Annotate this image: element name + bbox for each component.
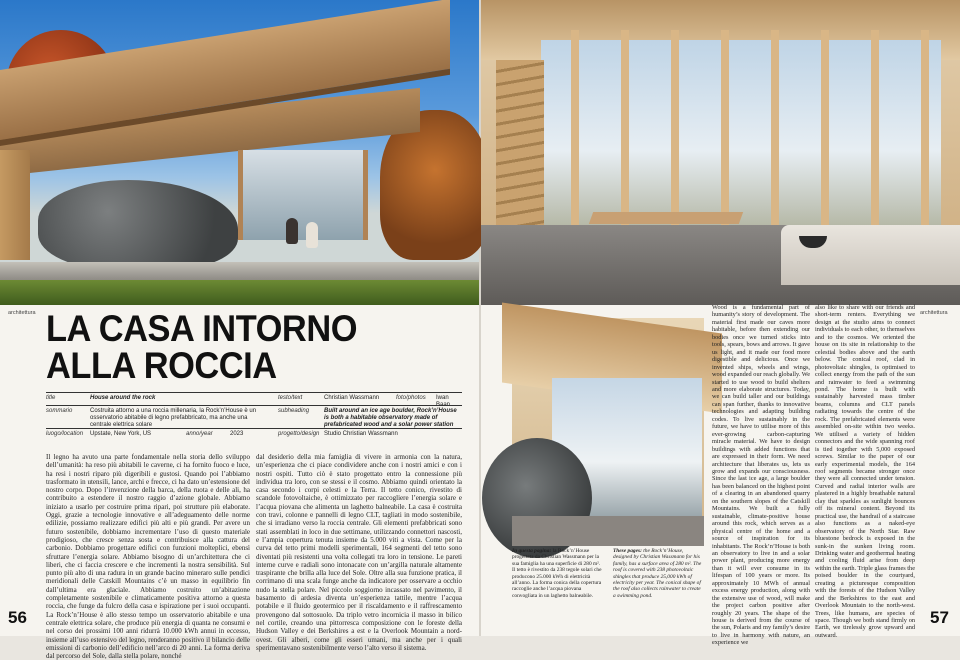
meta-value: Built around an ice age boulder, Rock’n’House is both a habitable observatory made of prefabricated wood and a solar power station bbox=[324, 408, 457, 429]
body-column-it-2: dal desiderio della mia famiglia di vivere in armonia con la natura, un’esperienza che ci piace condividere anche con i nostri amici e con i nostri ospiti. Tutto ciò è stato progettato entro la connessione più individua tra loro, con se stessi e il cosmo. Abbiamo quindi orientato la casa secondo i corpi celesti e la Terra. Il tetto conico, rivestito di scandole fotovoltaiche, è ottimizzato per raccogliere l’energia solare e l’acqua piovana che alimenta un laghetto balneabile. La casa è costruita con travi, colonne e pannelli di legno CLT, tagliati in modo sostenibile, che si irradiano verso la roccia centrale. Gli elementi prefabbricati sono stati assemblati in loco in due settimane, utilizzando connettori nascosti, e l’ampia copertura tenuta insieme da 5.000 viti a vista. Come per la curva del tetto primi modelli sperimentali, 164 segmenti del tetto sono diventati più resistenti una volta collegati tra loro in tensione. Le pareti interne curve e radiali sono intonacate con un’argilla naturale altamente traspirante che brilla alla luce del Sole. Oltre alla sua funzione pratica, il corrimano di una scala funge anche da indicatore per osservare a occhio nudo la stella polare. Nel piccolo soggiorno incassato nel pavimento, il basamento di ardesia diventa un’esperienza tattile, mentre l’acqua potabile e il fluido geotermico per il riscaldamento e il raffrescamento provengono dal sottosuolo. Da triplo vetro incornicia il masso in bilico nel cortile, creando una pittorresca composizione con le foreste della Hudson Valley e dei Berkshires a est e la Overlook Mountain a nord-ovest. Gli alberi, come gli esseri umani, ma anche per i quali sperimentavano sostenibilmente verso l’alto verso il sistema. bbox=[256, 453, 462, 652]
meta-label: foto/photos bbox=[396, 395, 426, 401]
wood-wall bbox=[0, 150, 30, 260]
inset-photo bbox=[512, 318, 704, 546]
caption-text: the Rock’n’House, designed by Christian Wassmann for his family, has a surface area of 280 m². The roof is covered with 238 photovoltaic shingles that produce 25,000 kWh of electricity per year. The conical shape of the roof also collects rainwater to create a swimming pond. bbox=[613, 548, 702, 599]
section-tag-left: architettura bbox=[8, 310, 36, 316]
meta-value: 2023 bbox=[230, 431, 244, 437]
window-mullion bbox=[571, 30, 579, 230]
body-column-en-2: also like to share with our friends and short-term renters. Everything we design at the studio aims to connect individuals to each other, to themselves and to the cosmos. We oriented the house on its site in relationship to the celestial bodies above and the earth below. The conical roof, clad in photovoltaic shingles, is optimised to collect energy from the path of the sun and rainwater to feed a swimming pond. The home is built with sustainably harvested mass timber beams, columns and CLT panels radiating towards the centre of the rock. The prefabricated elements were assembled on-site within two weeks. We utilised a variety of hidden connectors and the wide spanning roof is tied together with 5,000 exposed screws. Similar to the paper of our early experimental models, the 164 roof segments became stronger once they were all connected under tension. Curved and radial interior walls are plastered in a highly breathable natural clay that sparkles as sunlight bounces off its mineral content. Beyond its practical use, the handrail of a staircase also functions as a naked-eye observatory of the North Star. Raw bluestone bedrock is exposed in the sunk-in the sunken living room. Drinking water and geothermal heating and cooling fluid arise from deep within the earth. Triple glass frames the poised boulder in the courtyard, creating a picturesque composition with the forests of the Hudson Valley and the Berkshires to the east and Overlook Mountain to the north-west. Trees, like humans, are species of space. Though we both stand firmly on Earth, we tirelessly grow upward and outward. bbox=[815, 304, 915, 639]
person-figure bbox=[286, 218, 298, 244]
boulder bbox=[38, 180, 238, 270]
article-title: LA CASA INTORNO ALLA ROCCIA bbox=[46, 308, 358, 386]
meta-label: testo/text bbox=[278, 395, 303, 401]
window-mullion bbox=[871, 30, 879, 230]
meta-label: luogo/location bbox=[46, 431, 84, 437]
section-tag-right: architettura bbox=[920, 310, 948, 316]
exterior-photo bbox=[0, 0, 479, 305]
window-mullion bbox=[821, 30, 829, 230]
meta-label: progetto/design bbox=[278, 431, 320, 437]
meta-label: sommario bbox=[46, 408, 73, 414]
body-column-it-1: Il legno ha avuto una parte fondamentale nella storia dello sviluppo dell’umanità: ha reso più abitabili le caverne, ci ha fornito fuoco e luce, ha resi i nostri riparo più digeribili e gustosi. Quando poi l’abbiamo trasformato in utensili, lance, archi e frecce, ci ha dato un’estensione del nostro corpo. Dopo l’invenzione della barca, della ruota e delle ali, ha contribuito a estendere il nostro raggio d’azione globale. Abbiamo iniziato a usarlo per costruire prima ripari, poi strutture più elaborate. Oggi, grazie a tecnologie innovative e all’adeguamento delle norme edilizie, possiamo realizzare edifici più alti e più grandi. Per avere un futuro sostenibile, dobbiamo incrementare l’uso di questo materiale prodigioso, che cresce senza sosta e contribuisce alla cattura del carbonio. Dobbiamo progettare edifici con funzioni molteplici, ebensì sfruttare l’energia solare. Abbiamo bisogno di un’architettura che ci liberi, che ci faccia crescere e che incrementi la nostra sensibilità. Sul punto più alto di una radura in un grande bacino mineraro sulle pendici meridionali delle Catskill Mountains c’è un masso in equilibrio fin dall’ultima era glaciale. Abbiamo costruito un’abitazione completamente sostenibile e climaticamente positiva attorno a questa roccia, che funge da fulcro della casa e ispirazione per i suoi occupanti. La Rock’n’House è allo stesso tempo un osservatorio abitabile e una centrale elettrica solare, che produce più energia di quanta ne consumi e nel corso dei prossimi 100 anni ridurrà 10.000 kWh annui in eccesso, insieme all’uso estensivo del legno, renderanno positivo il bilancio delle emissioni di carbonio dell’edificio nell’arco di 20 anni. La forma deriva dal percorso del Sole, dalla stella polare, nonché bbox=[46, 453, 250, 660]
window-mullion bbox=[671, 30, 679, 230]
window-mullion bbox=[771, 30, 779, 230]
meta-value: Iwan Baan bbox=[436, 395, 451, 409]
interior-photo bbox=[481, 0, 960, 305]
caption-italian bbox=[512, 548, 602, 630]
window-mullion bbox=[621, 30, 629, 230]
article-meta-table bbox=[46, 392, 462, 441]
glass-facade bbox=[238, 150, 368, 240]
sofa bbox=[781, 225, 960, 285]
meta-value: Christian Wassmann bbox=[324, 395, 380, 401]
caption-english bbox=[613, 548, 703, 630]
lawn bbox=[0, 280, 479, 305]
meta-label: title bbox=[46, 395, 56, 401]
meta-value: Studio Christian Wassmann bbox=[324, 431, 398, 437]
inset-floor bbox=[512, 516, 704, 546]
caption-text: la Rock’n’House progettata da Christian Wassmann per la sua famiglia ha una superficie di 280 m². Il tetto è rivestito da 238 tegole solari che producono 25.000 kWh di elettricità all’anno. La forma conica della copertura raccoglie anche l’acqua piovana convogliata in un laghetto balneabile. bbox=[512, 548, 602, 599]
dining-table bbox=[589, 212, 743, 224]
person-figure bbox=[306, 222, 318, 248]
caption-lead: These pages: bbox=[613, 548, 642, 554]
meta-value: House around the rock bbox=[90, 395, 156, 401]
meta-label: subheading bbox=[278, 408, 310, 414]
body-column-en-1: Wood is a fundamental part of humanity’s story of development. The material first made our caves more habitable, before then extending our bodies once we turned sticks into tools, spears, bows and arrows. It gave us light, and it made our food more digestible and delicious. Once we invented ships, wheels and wings, wood expanded our reach globally. We started to use wood to build shelters and more elaborate structures. Today, we can build taller and our buildings can span further, thanks to innovative technologies and adapting building codes. To live sustainably in the future, we have to utilise more of this ever-growing carbon-capturing miracle material. We have to design buildings with added functions that are expressed in their form. We need architecture that liberates us, lets us grow and expands our consciousness. Since the last ice age, a large boulder has been balanced on the highest point of a clearing in an abandoned quarry on the southern slopes of the Catskill Mountains. We built a fully sustainable, climate-positive house around this rock, which serves as a physical centre of the home and a source of inspiration for its inhabitants. The Rock’n’House is both an observatory to live in and a solar power plant, producing more energy than it will ever consume in its lifespan of 100 years or more. Its approximately 10 MWh of annual excess energy production, along with the extensive use of wood, will make the project carbon positive after roughly 20 years. The shape of the house is derived from the course of the sun, Polaris and my family’s desire to live in harmony with nature, an experience we bbox=[712, 304, 810, 647]
meta-value: Upstate, New York, US bbox=[90, 431, 152, 437]
meta-label: anno/year bbox=[186, 431, 213, 437]
meta-row-summary bbox=[46, 405, 462, 428]
meta-value: Costruita attorno a una roccia millenaria, la Rock’n’House è un osservatorio abitabile di legno prefabbricato, ma anche una centrale elettrica solare bbox=[90, 408, 257, 429]
stone-deck bbox=[0, 262, 479, 280]
caption-lead: In questa pagina: bbox=[512, 548, 552, 554]
window-mullion bbox=[921, 30, 929, 230]
page-number-left: 56 bbox=[8, 608, 27, 627]
meta-row-location bbox=[46, 428, 462, 441]
window-mullion bbox=[721, 30, 729, 230]
meta-row-title bbox=[46, 392, 462, 409]
page-number-right: 57 bbox=[930, 608, 949, 627]
window-wall bbox=[541, 40, 941, 225]
